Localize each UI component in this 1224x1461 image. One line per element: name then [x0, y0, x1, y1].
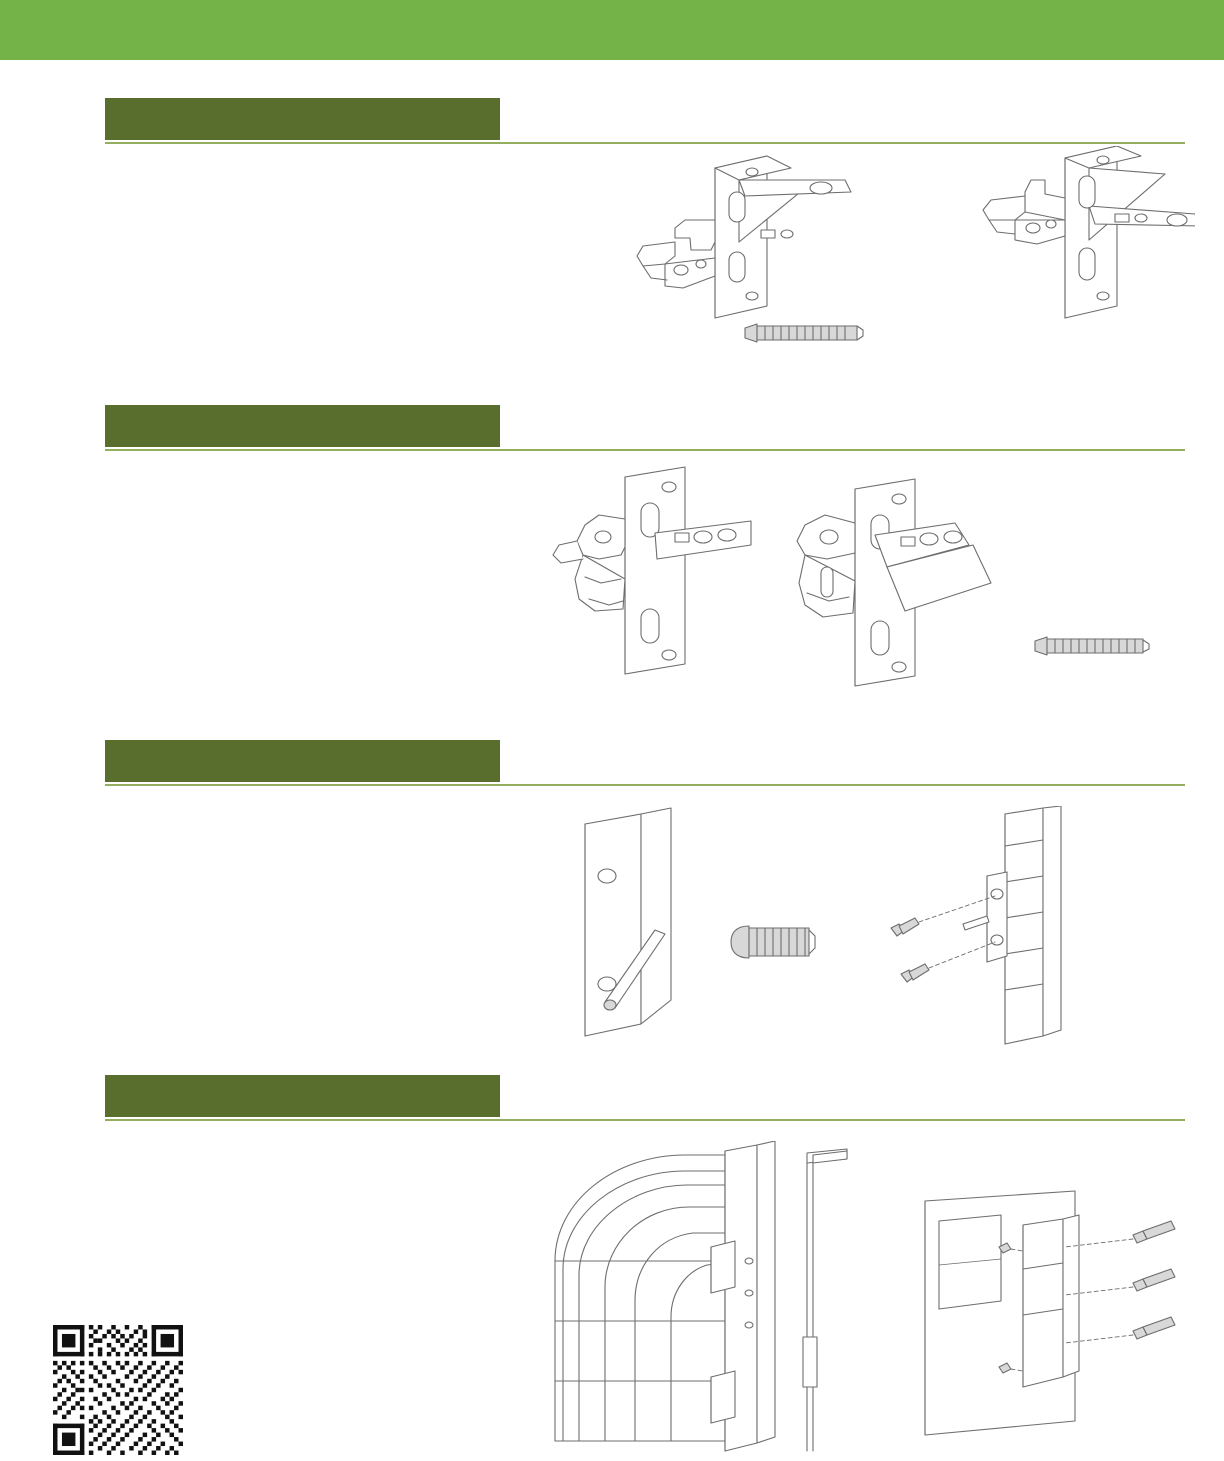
- section-1-title-tab: [105, 98, 500, 140]
- top-banner: [0, 0, 1224, 60]
- hinge-screw-2: [1065, 1269, 1175, 1295]
- latch-plate-assembly-figure: [525, 459, 1185, 719]
- document-page: [0, 60, 1224, 1455]
- section-1: [105, 98, 1185, 389]
- post-mounting-detail: [891, 806, 1061, 1044]
- machine-screw: [745, 324, 863, 342]
- section-3-body: [105, 786, 1185, 1076]
- latch-plate-right: [797, 479, 991, 686]
- section-2: [105, 405, 1185, 741]
- hinge-mount-detail: [925, 1191, 1175, 1435]
- section-4: [105, 1075, 1185, 1451]
- strike-bracket-mount-figure: [545, 806, 1185, 1066]
- post-screw-2: [901, 942, 995, 982]
- gate-post-hardware-figure: [535, 1141, 1195, 1461]
- section-3-header: [105, 740, 1185, 786]
- latch-plate-left: [553, 467, 751, 674]
- strike-bracket: [585, 808, 671, 1036]
- section-4-header: [105, 1075, 1185, 1121]
- qr-code-container[interactable]: [48, 1325, 188, 1455]
- section-2-body: [105, 451, 1185, 741]
- hinge-screw-1: [1065, 1221, 1175, 1247]
- hex-key: [803, 1149, 847, 1451]
- machine-screw: [1035, 637, 1149, 655]
- section-2-title-tab: [105, 405, 500, 447]
- section-1-body: [105, 144, 1185, 389]
- latch-bracket-left: [637, 156, 851, 318]
- latch-bracket-assembly-figure: [515, 146, 1195, 386]
- section-3: [105, 740, 1185, 1076]
- post-screw-1: [891, 896, 995, 936]
- button-head-screw: [731, 926, 815, 958]
- section-4-title-tab: [105, 1075, 500, 1117]
- latch-bracket-right: [983, 146, 1195, 318]
- section-2-header: [105, 405, 1185, 451]
- section-3-title-tab: [105, 740, 500, 782]
- qr-code[interactable]: [48, 1325, 188, 1455]
- section-1-header: [105, 98, 1185, 144]
- hinge-screw-3: [1065, 1317, 1175, 1343]
- section-4-body: [105, 1121, 1185, 1451]
- gate-panel-post-detail: [555, 1141, 775, 1451]
